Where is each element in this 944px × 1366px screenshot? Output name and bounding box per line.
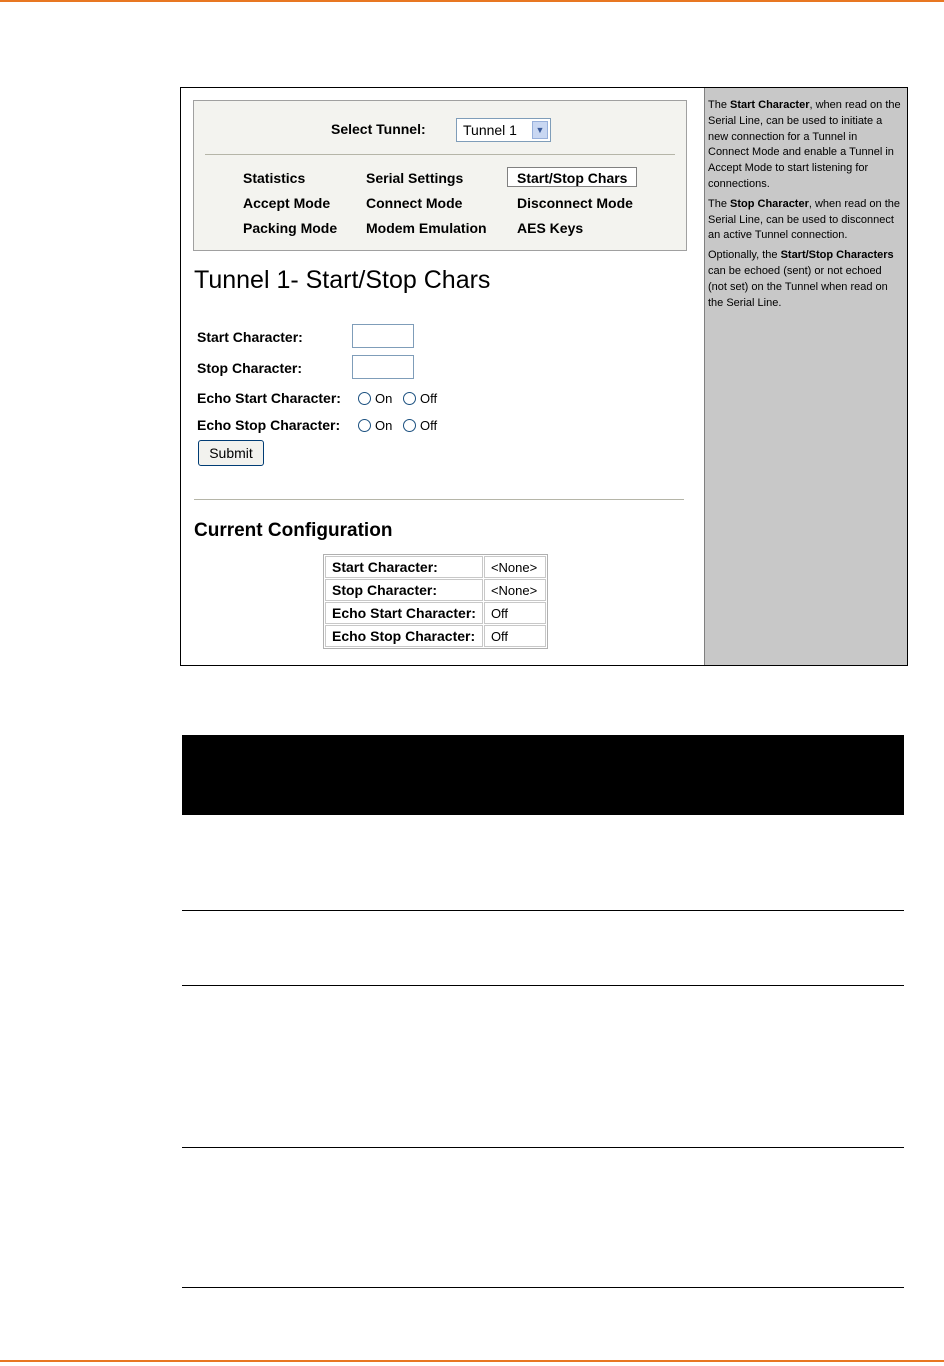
table-row-divider	[182, 985, 904, 986]
echo-stop-label: Echo Stop Character:	[197, 417, 341, 433]
help-echo-paragraph	[708, 248, 901, 311]
help-panel	[704, 88, 907, 665]
echo-stop-off-label: Off	[420, 418, 438, 433]
chevron-down-icon[interactable]: ▼	[532, 121, 548, 139]
stop-character-input[interactable]	[352, 355, 414, 379]
nav-link-serial-settings[interactable]: Serial Settings	[366, 170, 464, 186]
current-configuration-table	[323, 554, 548, 649]
help-stop-paragraph	[708, 197, 901, 244]
tunnel-select-value: Tunnel 1	[463, 122, 517, 138]
help-text: , when read on the Serial Line, can be used to initiate a new connection for a Tunnel in Connect Mode and enable a Tunnel in Accept Mode to start listening for connections.	[708, 99, 901, 190]
main-panel	[181, 88, 704, 665]
nav-link-disconnect-mode[interactable]: Disconnect Mode	[517, 195, 633, 211]
nav-link-start-stop-chars[interactable]: Start/Stop Chars	[507, 167, 637, 187]
echo-stop-off-radio[interactable]	[403, 419, 416, 432]
help-text: can be echoed (sent) or not echoed (not set) on the Tunnel when read on the Serial Line.	[708, 264, 888, 309]
current-configuration-title: Current Configuration	[194, 520, 393, 541]
nav-link-connect-mode[interactable]: Connect Mode	[366, 195, 463, 211]
nav-link-statistics[interactable]: Statistics	[243, 170, 306, 186]
help-term-start-stop-characters: Start/Stop Characters	[780, 249, 894, 262]
stop-character-label: Stop Character:	[197, 360, 303, 376]
config-value: Off	[484, 625, 546, 647]
nav-link-packing-mode[interactable]: Packing Mode	[243, 220, 338, 236]
help-start-paragraph	[708, 98, 901, 193]
help-term-start-character: Start Character	[730, 99, 810, 111]
submit-button[interactable]: Submit	[198, 440, 264, 466]
config-key: Stop Character:	[325, 579, 483, 601]
select-tunnel-label: Select Tunnel:	[331, 121, 426, 137]
top-rule	[0, 0, 944, 2]
nav-link-modem-emulation[interactable]: Modem Emulation	[366, 220, 487, 236]
table-row	[325, 625, 546, 647]
echo-start-on-radio[interactable]	[358, 392, 371, 405]
echo-start-label: Echo Start Character:	[197, 390, 341, 406]
echo-stop-on-radio[interactable]	[358, 419, 371, 432]
start-character-input[interactable]	[352, 324, 414, 348]
table-row-divider	[182, 910, 904, 911]
config-value: <None>	[484, 556, 546, 578]
table-header-bar	[182, 735, 904, 815]
table-row	[325, 579, 546, 601]
help-term-stop-character: Stop Character	[730, 197, 809, 210]
help-text: , when read on the Serial Line, can be used to disconnect an active Tunnel connection.	[708, 197, 900, 242]
echo-start-off-radio[interactable]	[403, 392, 416, 405]
embedded-screenshot	[180, 87, 908, 666]
nav-link-accept-mode[interactable]: Accept Mode	[243, 195, 331, 211]
config-key: Start Character:	[325, 556, 483, 578]
bottom-rule	[0, 1360, 944, 1362]
table-row	[325, 602, 546, 624]
start-character-label: Start Character:	[197, 329, 303, 345]
help-text: The	[708, 99, 731, 111]
config-key: Echo Start Character:	[325, 602, 483, 624]
table-row-divider	[182, 1287, 904, 1288]
help-text: Optionally, the	[708, 249, 781, 262]
table-row-divider	[182, 1147, 904, 1148]
tunnel-select[interactable]	[456, 118, 551, 142]
nav-link-aes-keys[interactable]: AES Keys	[517, 220, 584, 236]
echo-start-on-label: On	[375, 391, 393, 406]
page-title: Tunnel 1- Start/Stop Chars	[194, 266, 491, 294]
echo-start-off-label: Off	[420, 391, 438, 406]
tunnel-nav-box	[193, 100, 687, 251]
table-row	[325, 556, 546, 578]
help-text: The	[708, 197, 731, 210]
config-value: Off	[484, 602, 546, 624]
echo-stop-on-label: On	[375, 418, 393, 433]
nav-divider	[205, 154, 675, 155]
section-divider	[194, 499, 684, 500]
config-value: <None>	[484, 579, 546, 601]
config-key: Echo Stop Character:	[325, 625, 483, 647]
